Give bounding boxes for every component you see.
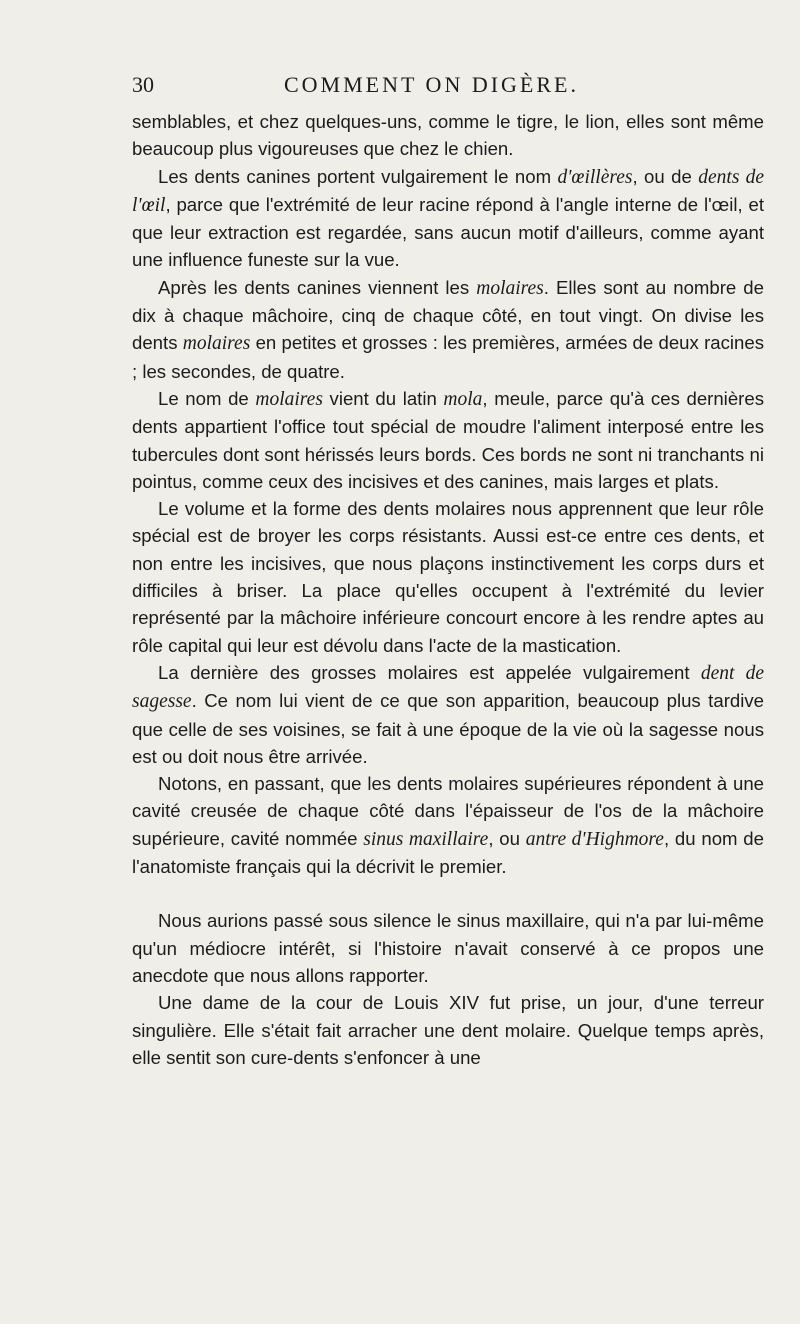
text-run: vient du latin [322, 387, 444, 409]
text-run: Le nom de [158, 387, 256, 409]
page-number: 30 [132, 72, 154, 97]
text-run: en petites et grosses : les premières, armées de deux racines ; les secondes, de quatre. [132, 332, 765, 382]
italic-term: molaires [255, 388, 323, 410]
text-run: Une dame de la cour de Louis XIV fut prise, un jour, d'une terreur singulière. Elle s'était fait arracher une dent molaire. Quelque temps après, elle sentit son cure-dents s'enfoncer à une [132, 992, 764, 1068]
paragraph [132, 907, 764, 989]
text-run: La dernière des grosses molaires est appelée vulgairement [158, 661, 701, 683]
italic-term: antre d'Highmore [525, 828, 664, 850]
italic-term: molaires [476, 277, 544, 299]
italic-term: dent de sagesse [132, 662, 764, 713]
paragraph [132, 989, 764, 1071]
running-title: COMMENT ON DIGÈRE. [284, 72, 579, 97]
text-run: . Elles sont au nombre de dix à chaque mâchoire, cinq de chaque côté, en tout vingt. On divise les dents [132, 276, 764, 354]
italic-term: molaires [182, 333, 251, 355]
paragraph [132, 659, 764, 770]
book-page [132, 62, 764, 1071]
paragraph [132, 108, 764, 163]
text-run: , du nom de l'anatomiste français qui la décrivit le premier. [132, 827, 764, 878]
italic-term: dents de l'œil [132, 166, 764, 216]
page-header [132, 62, 764, 108]
paragraph [132, 770, 764, 880]
text-run: . Ce nom lui vient de ce que son apparition, beaucoup plus tardive que celle de ses voisines, se fait à une époque de la vie où la sagesse nous est ou doit nous être arrivée. [132, 690, 764, 767]
text-run: , parce que l'extrémité de leur racine répond à l'angle interne de l'œil, et que leur extraction est regardée, sans aucun motif d'ailleurs, comme ayant une influence funeste sur la vue. [132, 193, 764, 271]
text-run: Le volume et la forme des dents molaires nous apprennent que leur rôle spécial est de broyer les corps résistants. Aussi est-ce entre ces dents, et non entre les incisives, que nous plaçons instinctivement les corps durs et difficiles à briser. La place qu'elles occupent à l'extrémité du levier représenté par la mâchoire inférieure concourt encore à les rendre aptes au rôle capital qui leur est dévolu dans l'acte de la mastication. [132, 498, 764, 656]
text-run: Nous aurions passé sous silence le sinus maxillaire, qui n'a par lui-même qu'un médiocre intérêt, si l'histoire n'avait conservé à ce propos une anecdote que nous allons rapporter. [132, 910, 764, 986]
text-run: semblables, et chez quelques-uns, comme le tigre, le lion, elles sont même beaucoup plus vigoureuses que chez le chien. [132, 111, 764, 160]
text-run: Après les dents canines viennent les [158, 276, 477, 298]
text-run: , meule, parce qu'à ces dernières dents appartient l'office tout spécial de moudre l'aliment interposé entre les tubercules dont sont hérissés leurs bords. Ces bords ne sont ni tranchants ni pointus, comme ceux des incisives et des canines, mais larges et plats. [132, 387, 764, 492]
italic-term: d'œillères [557, 166, 633, 188]
paragraph [132, 163, 764, 274]
paragraph [132, 495, 764, 659]
text-run: Les dents canines portent vulgairement le nom [158, 165, 558, 187]
text-run: , ou de [632, 165, 699, 187]
text-run: Notons, en passant, que les dents molaires supérieures répondent à une cavité creusée de chaque côté dans l'épaisseur de l'os de la mâchoire supérieure, cavité nommée [132, 773, 764, 849]
italic-term: mola [443, 388, 483, 410]
text-run: , ou [488, 827, 526, 849]
body-text [132, 108, 764, 1071]
paragraph [132, 274, 764, 385]
paragraph [132, 385, 764, 495]
italic-term: sinus maxillaire [363, 828, 489, 850]
